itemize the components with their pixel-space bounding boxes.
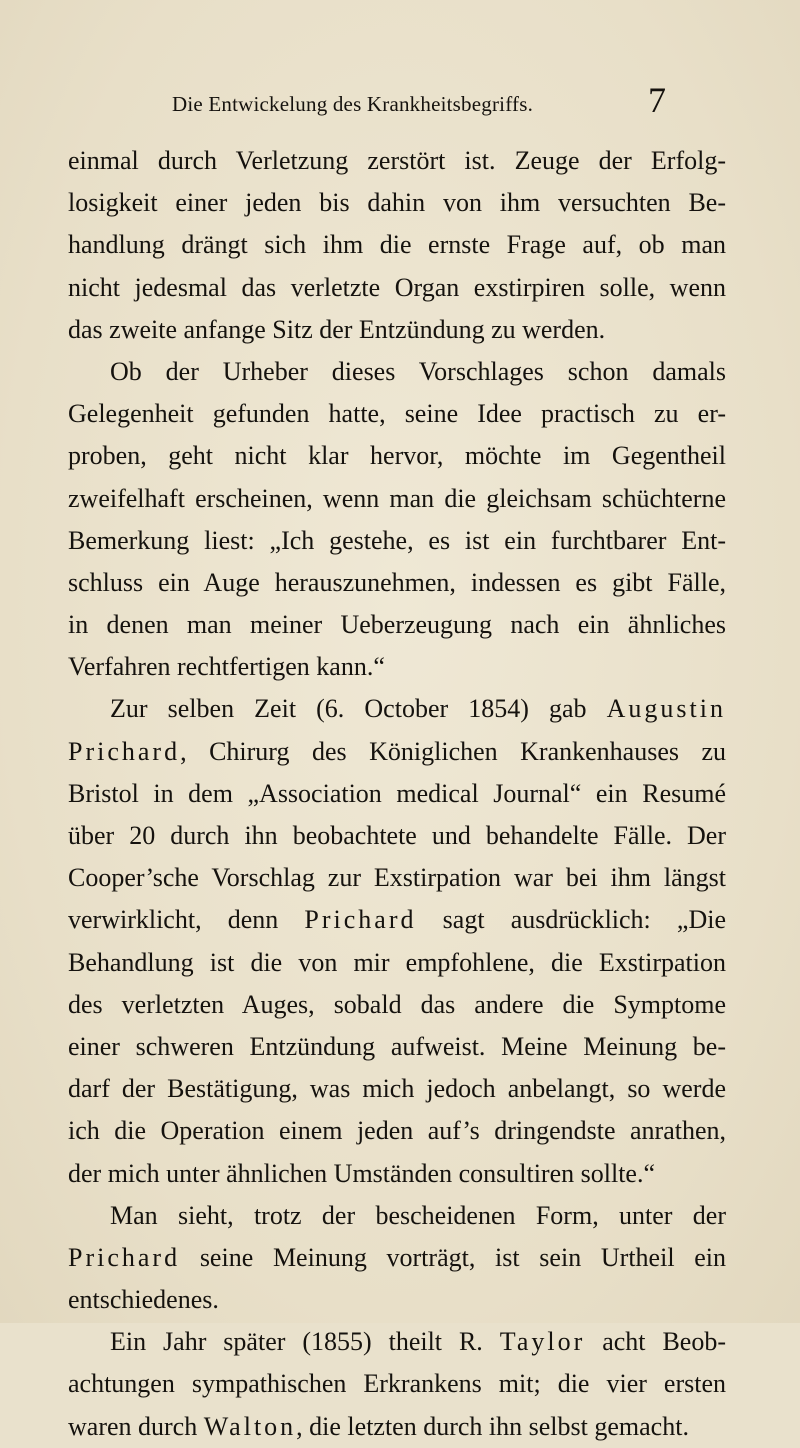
author-name: Prichard (68, 1242, 181, 1272)
text-line: Gelegenheit gefunden hatte, seine Idee practisch zu er- (68, 399, 726, 429)
text-line: entschiedenes. (68, 1285, 219, 1315)
text-line: proben, geht nicht klar hervor, möchte im Gegentheil (68, 441, 726, 471)
text-segment: Zur selben Zeit (6. October 1854) gab (110, 694, 587, 724)
author-name: Prichard (304, 905, 417, 935)
text-line: losigkeit einer jeden bis dahin von ihm versuchten Be- (68, 188, 726, 218)
text-line (68, 731, 726, 773)
page-number: 7 (648, 80, 666, 120)
text-line: achtungen sympathischen Erkrankens mit; die vier ersten (68, 1369, 726, 1399)
text-line: Bemerkung liest: „Ich gestehe, es ist ein furchtbarer Ent- (68, 525, 726, 555)
text-line: über 20 durch ihn beobachtete und behandelte Fälle. Der (68, 821, 726, 850)
text-line: Man sieht, trotz der bescheidenen Form, unter der (110, 1200, 726, 1230)
text-line: Ob der Urheber dieses Vorschlages schon damals (110, 356, 726, 386)
text-segment: verwirklicht, denn (68, 905, 279, 935)
text-segment: acht Beob- (602, 1327, 727, 1357)
text-line: des verletzten Auges, sobald das andere die Symptome (68, 989, 726, 1019)
text-line: Bristol in dem „Association medical Journal“ ein Resumé (68, 778, 726, 808)
text-line (68, 1237, 726, 1279)
text-line (68, 899, 726, 941)
author-name: Prichard (68, 736, 181, 766)
text-line: einer schweren Entzündung aufweist. Meine Meinung be- (68, 1031, 726, 1061)
text-line: nicht jedesmal das verletzte Organ exstirpiren solle, wenn (68, 272, 726, 302)
text-line: Verfahren rechtfertigen kann.“ (68, 652, 385, 682)
text-segment: Ein Jahr später (1855) theilt R. (110, 1327, 483, 1357)
text-segment: seine Meinung vorträgt, ist sein Urtheil ein (199, 1242, 727, 1272)
text-line: zweifelhaft erscheinen, wenn man die gleichsam schüchterne (68, 483, 726, 513)
text-segment: sagt ausdrücklich: „Die (442, 905, 727, 935)
text-segment: , die letzten durch ihn selbst gemacht. (296, 1411, 689, 1441)
text-line: Behandlung ist die von mir empfohlene, die Exstirpation (68, 947, 726, 977)
text-line: das zweite anfange Sitz der Entzündung zu werden. (68, 314, 606, 344)
text-line (68, 1406, 726, 1448)
text-line (68, 1321, 726, 1363)
text-line: darf der Bestätigung, was mich jedoch anbelangt, so werde (68, 1074, 726, 1104)
text-line: handlung drängt sich ihm die ernste Frage auf, ob man (68, 230, 726, 260)
text-line (68, 688, 726, 730)
running-title: Die Entwickelung des Krankheitsbegriffs. (172, 92, 534, 116)
text-line: einmal durch Verletzung zerstört ist. Zeuge der Erfolg- (68, 146, 726, 175)
text-line: in denen man meiner Ueberzeugung nach ein ähnliches (68, 610, 726, 640)
running-head (0, 82, 800, 122)
text-segment: , Chirurg des Königlichen Krankenhauses zu (180, 736, 726, 766)
author-name: Walton (203, 1411, 297, 1441)
author-name: Taylor (499, 1327, 586, 1357)
text-line: ich die Operation einem jeden auf’s dringendste anrathen, (68, 1116, 726, 1146)
text-segment: waren durch (68, 1411, 198, 1441)
body-text (68, 140, 726, 1448)
text-line: schluss ein Auge herauszunehmen, indessen es gibt Fälle, (68, 567, 726, 597)
text-line: der mich unter ähnlichen Umständen consultiren sollte.“ (68, 1158, 655, 1188)
author-name: Augustin (606, 694, 726, 724)
text-line: Cooper’sche Vorschlag zur Exstirpation war bei ihm längst (68, 863, 726, 893)
